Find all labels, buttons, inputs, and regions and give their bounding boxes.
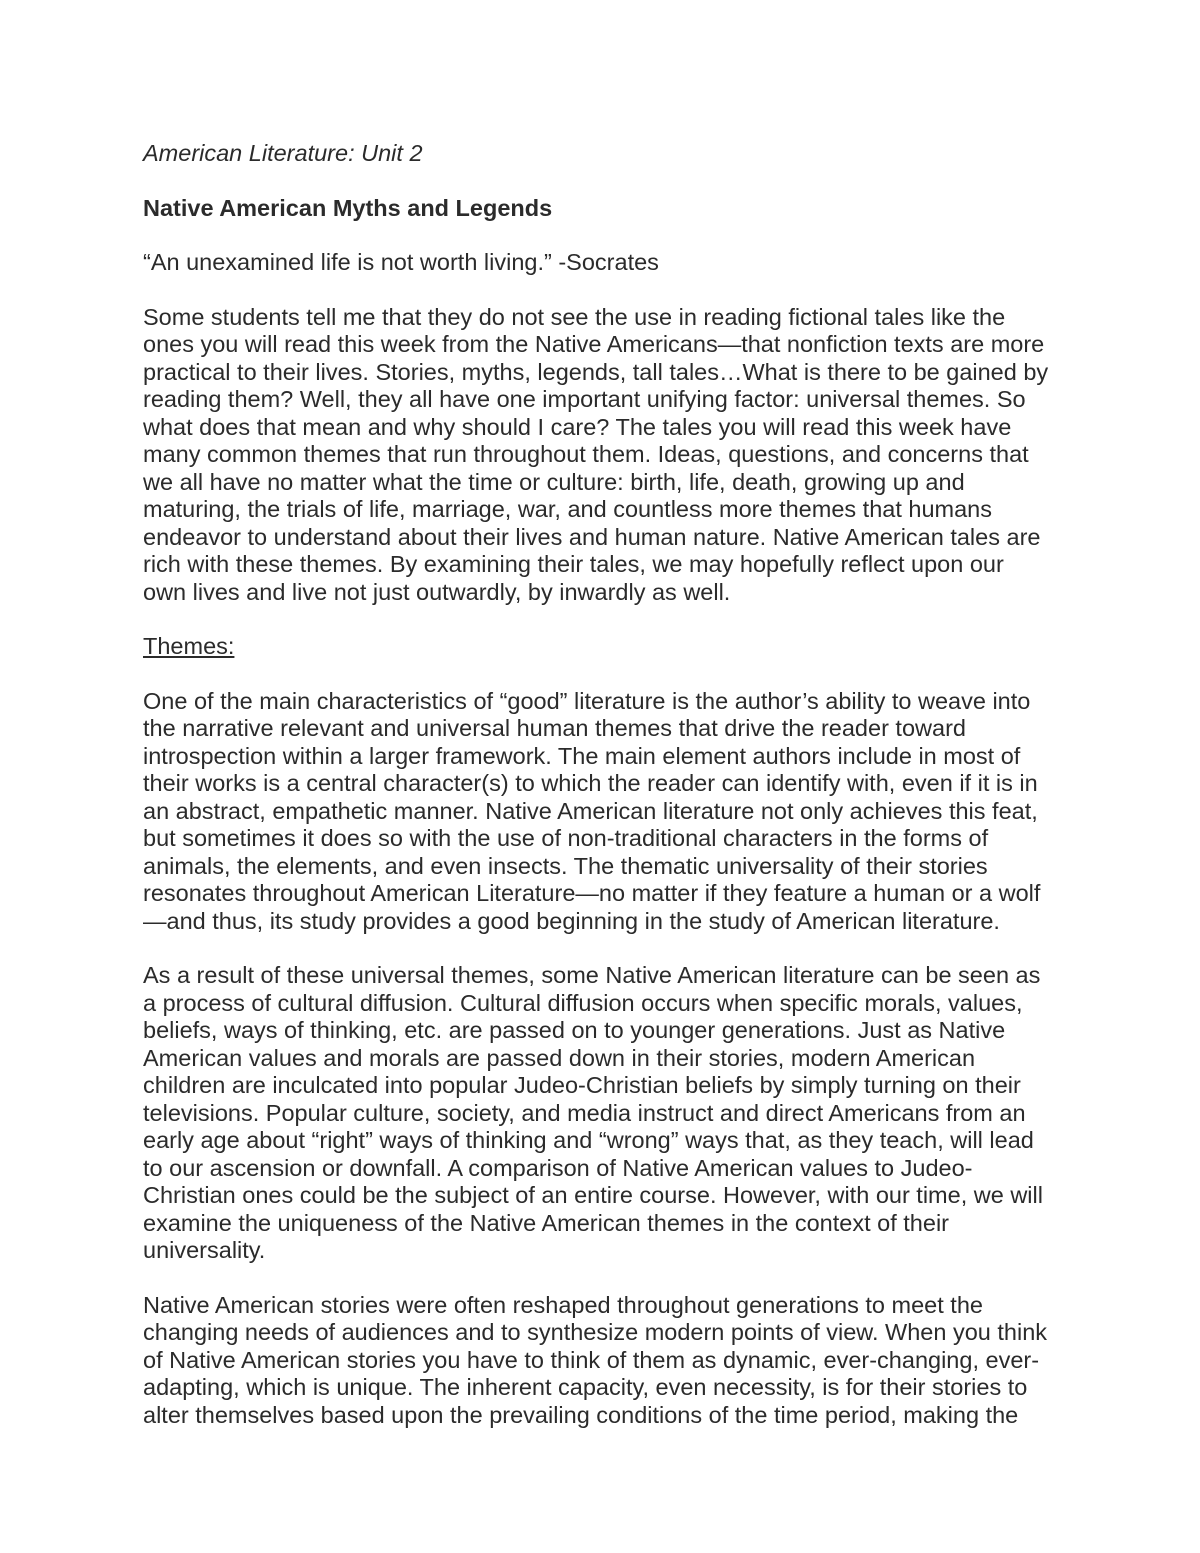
paragraph-line: alter themselves based upon the prevailing conditions of the time period, making the <box>143 1401 1019 1428</box>
paragraph-line: adapting, which is unique. The inherent capacity, even necessity, is for their stories to <box>143 1374 1028 1400</box>
paragraph-line: endeavor to understand about their lives and human nature. Native American tales are <box>143 523 1041 550</box>
paragraph-line: but sometimes it does so with the use of non-traditional characters in the forms of <box>143 825 989 851</box>
paragraph-line: many common themes that run throughout them. Ideas, questions, and concerns that <box>143 441 1029 467</box>
paragraph-line: an abstract, empathetic manner. Native American literature not only achieves this feat, <box>143 797 1038 824</box>
paragraph-line: reading them? Well, they all have one important unifying factor: universal themes. So <box>143 386 1026 412</box>
paragraph-line: Christian ones could be the subject of an entire course. However, with our time, we will <box>143 1182 1043 1208</box>
document-content <box>143 140 1063 1456</box>
paragraph-line: Some students tell me that they do not see the use in reading fictional tales like the <box>143 303 1006 330</box>
paragraph-line: to our ascension or downfall. A comparison of Native American values to Judeo- <box>143 1154 973 1181</box>
paragraph-line: introspection within a larger framework. The main element authors include in most of <box>143 742 1021 769</box>
paragraph-line: rich with these themes. By examining their tales, we may hopefully reflect upon our <box>143 551 1004 577</box>
paragraph-line: what does that mean and why should I care? The tales you will read this week have <box>143 413 1012 440</box>
paragraph-line: the narrative relevant and universal human themes that drive the reader toward <box>143 715 966 741</box>
paragraph-line: of Native American stories you have to think of them as dynamic, ever-changing, ever- <box>143 1346 1040 1373</box>
paragraph-line: ones you will read this week from the Native Americans—that nonfiction texts are more <box>143 331 1045 357</box>
paragraph-line: examine the uniqueness of the Native American themes in the context of their <box>143 1209 949 1236</box>
intro-paragraph <box>143 304 1063 607</box>
paragraph-line: a process of cultural diffusion. Cultural diffusion occurs when specific morals, values, <box>143 989 1023 1016</box>
paragraph-line: children are inculcated into popular Judeo-Christian beliefs by simply turning on their <box>143 1072 1021 1098</box>
paragraph-line: universality. <box>143 1237 266 1263</box>
paragraph-line: beliefs, ways of thinking, etc. are passed on to younger generations. Just as Native <box>143 1017 1006 1043</box>
paragraph-line: we all have no matter what the time or culture: birth, life, death, growing up and <box>143 468 965 495</box>
paragraph-line: changing needs of audiences and to synthesize modern points of view. When you think <box>143 1319 1048 1345</box>
paragraph-line: early age about “right” ways of thinking and “wrong” ways that, as they teach, will lead <box>143 1127 1034 1153</box>
paragraph-line: —and thus, its study provides a good beginning in the study of American literature. <box>143 907 1000 934</box>
paragraph-line: animals, the elements, and even insects. The thematic universality of their stories <box>143 852 988 879</box>
paragraph-line: Native American stories were often reshaped throughout generations to meet the <box>143 1291 983 1318</box>
paragraph-line: As a result of these universal themes, some Native American literature can be seen as <box>143 962 1041 988</box>
paragraph-line: resonates throughout American Literature—no matter if they feature a human or a wolf <box>143 880 1041 906</box>
paragraph-line: maturing, the trials of life, marriage, war, and countless more themes that humans <box>143 496 993 522</box>
paragraph-line: televisions. Popular culture, society, and media instruct and direct Americans from an <box>143 1099 1026 1126</box>
paragraph-line: practical to their lives. Stories, myths, legends, tall tales…What is there to be gained by <box>143 358 1049 385</box>
themes-paragraph <box>143 688 1063 936</box>
document-title: Native American Myths and Legends <box>143 194 553 221</box>
paragraph-line: American values and morals are passed down in their stories, modern American <box>143 1044 976 1071</box>
paragraph-line: own lives and live not just outwardly, by inwardly as well. <box>143 578 731 605</box>
cultural-diffusion-paragraph <box>143 962 1063 1265</box>
paragraph-line: their works is a central character(s) to which the reader can identify with, even if it is in <box>143 770 1038 796</box>
socrates-quote: “An unexamined life is not worth living.” -Socrates <box>143 249 659 275</box>
stories-paragraph <box>143 1292 1063 1430</box>
unit-label: American Literature: Unit 2 <box>143 140 423 166</box>
paragraph-line: One of the main characteristics of “good” literature is the author’s ability to weave into <box>143 687 1031 714</box>
themes-heading: Themes: <box>143 633 235 659</box>
